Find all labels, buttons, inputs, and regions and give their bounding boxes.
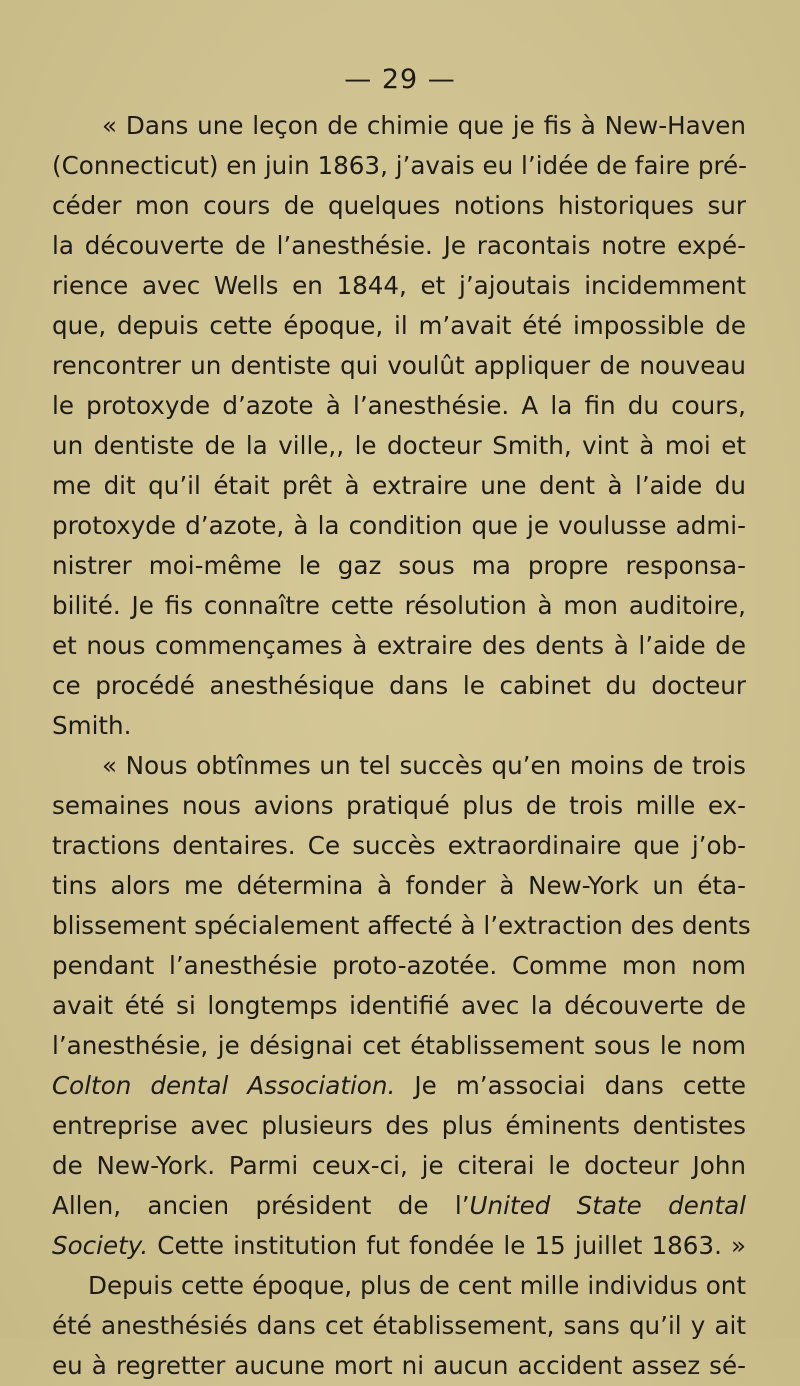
text-line [52, 1226, 746, 1266]
text-line: la découverte de l’anesthésie. Je racontais notre expé- [52, 231, 746, 260]
italic-text: United State dental [469, 1191, 747, 1220]
text-segment: l’ [454, 1191, 470, 1220]
text-line: « Dans une leçon de chimie que je fis à New-Haven [102, 111, 746, 140]
text-line: tins alors me détermina à fonder à New-York un éta- [52, 871, 746, 900]
text-line: eu à regretter aucune mort ni aucun accident assez sé- [52, 1351, 746, 1380]
text-line: que, depuis cette époque, il m’avait été impossible de [52, 311, 746, 340]
text-line: bilité. Je fis connaître cette résolution à mon auditoire, [52, 591, 746, 620]
text-line: rencontrer un dentiste qui voulût appliquer de nouveau [52, 351, 746, 380]
text-line: l’anesthésie, je désignai cet établissement sous le nom [52, 1031, 746, 1060]
text-line: un dentiste de la ville,, le docteur Smith, vint à moi et [52, 431, 746, 460]
text-line [52, 1066, 746, 1106]
text-line [52, 1186, 746, 1226]
text-line: avait été si longtemps identifié avec la découverte de [52, 991, 746, 1020]
text-line: été anesthésiés dans cet établissement, sans qu’il y ait [52, 1311, 746, 1340]
body-text [52, 106, 751, 1386]
text-line: blissement spécialement affecté à l’extraction des dents [52, 911, 751, 940]
text-line: céder mon cours de quelques notions historiques sur [52, 191, 746, 220]
text-line: rience avec Wells en 1844, et j’ajoutais incidemment [52, 271, 746, 300]
text-line: semaines nous avions pratiqué plus de trois mille ex- [52, 791, 746, 820]
text-line: et nous commençames à extraire des dents à l’aide de [52, 631, 746, 660]
text-line: Smith. [52, 711, 132, 740]
text-line: Depuis cette époque, plus de cent mille individus ont [88, 1271, 746, 1300]
text-segment: Cette institution fut fondée le 15 juillet 1863. » [148, 1231, 746, 1260]
text-line: tractions dentaires. Ce succès extraordinaire que j’ob- [52, 831, 746, 860]
italic-text: Society. [52, 1231, 149, 1260]
text-segment: Je m’associai dans cette [395, 1071, 746, 1100]
text-line: pendant l’anesthésie proto-azotée. Comme mon nom [52, 951, 746, 980]
text-line: ce procédé anesthésique dans le cabinet du docteur [52, 671, 746, 700]
text-line: entreprise avec plusieurs des plus éminents dentistes [52, 1111, 746, 1140]
page-number: — 29 — [344, 64, 456, 95]
italic-text: Colton dental Association. [52, 1071, 396, 1100]
text-line: « Nous obtînmes un tel succès qu’en moins de trois [102, 751, 746, 780]
text-segment: Allen, ancien président de [52, 1191, 455, 1220]
text-line: (Connecticut) en juin 1863, j’avais eu l’idée de faire pré- [52, 151, 748, 180]
text-line: nistrer moi-même le gaz sous ma propre responsa- [52, 551, 746, 580]
text-line: le protoxyde d’azote à l’anesthésie. A la fin du cours, [52, 391, 746, 420]
text-line: protoxyde d’azote, à la condition que je voulusse admi- [52, 511, 746, 540]
text-line: de New-York. Parmi ceux-ci, je citerai le docteur John [52, 1151, 746, 1180]
text-line: me dit qu’il était prêt à extraire une dent à l’aide du [52, 471, 746, 500]
